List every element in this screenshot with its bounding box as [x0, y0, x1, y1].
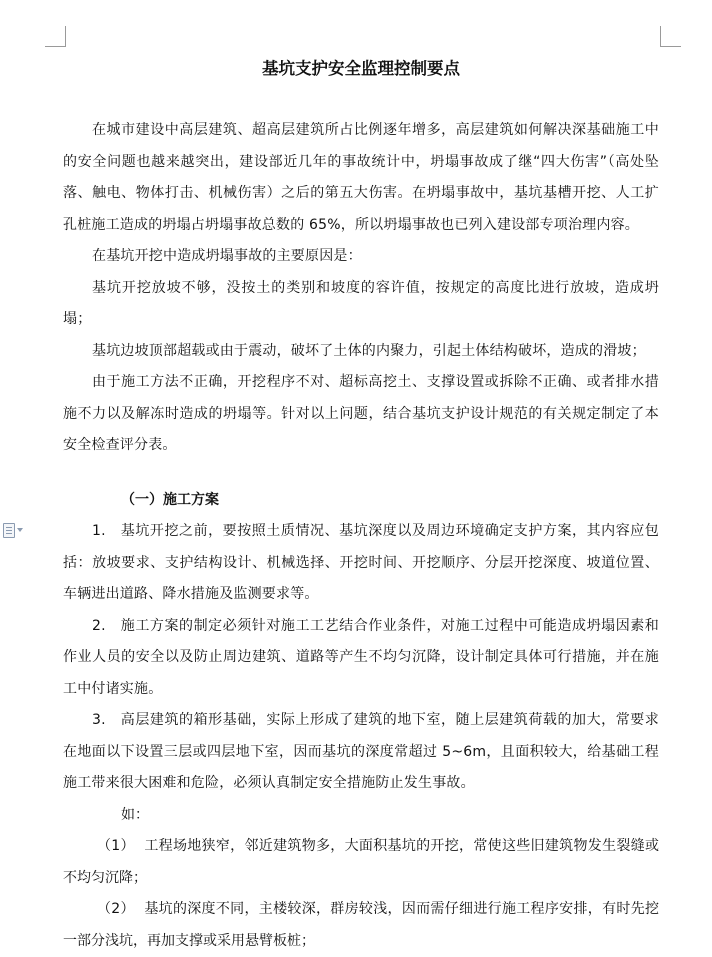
list-item — [63, 611, 659, 706]
paragraph-cause-1: 基坑开挖放坡不够，没按土的类别和坡度的容许值，按规定的高度比进行放坡，造成坍塌； — [63, 279, 659, 327]
paragraph-cause-2: 基坑边坡顶部超载或由于震动，破坏了土体的内聚力，引起土体结构破坏，造成的滑坡； — [92, 342, 646, 359]
document-body — [63, 50, 659, 957]
document-icon — [3, 523, 15, 538]
list-item-number: 2. — [92, 617, 106, 634]
list-item-text: 施工方案的制定必须针对施工工艺结合作业条件，对施工过程中可能造成坍塌因素和作业人员的安全以及防止周边建筑、道路等产生不均匀沉降，设计制定具体可行措施，并在施工中付诸实施。 — [63, 617, 660, 697]
list-item-text: 高层建筑的箱形基础，实际上形成了建筑的地下室，随上层建筑荷载的加大，常要求在地面以下设置三层或四层地下室，因而基坑的深度常超过 5~6m，且面积较大，给基础工程施工带来很大困难和危险，必须认真制定安全措施防止发生事故。 — [63, 712, 660, 791]
section-heading: （一）施工方案 — [121, 491, 219, 508]
list-item-number: 3. — [92, 712, 106, 728]
page-corner-mark-top-left — [45, 26, 66, 47]
document-options-icon[interactable] — [3, 522, 27, 538]
sub-list-item-text: 工程场地狭窄，邻近建筑物多，大面积基坑的开挖，常使这些旧建筑物发生裂缝或不均匀沉降； — [63, 838, 659, 886]
sub-list-item-number: （1） — [97, 838, 135, 854]
list-item — [63, 516, 659, 611]
list-item-text: 基坑开挖之前，要按照土质情况、基坑深度以及周边环境确定支护方案，其内容应包括：放坡要求、支护结构设计、机械选择、开挖时间、开挖顺序、分层开挖深度、坡道位置、车辆进出道路、降水措施及监测要求等。 — [63, 523, 660, 602]
sub-list-item — [63, 831, 659, 894]
list-item — [63, 705, 659, 800]
sub-list-item-number: （2） — [97, 901, 135, 917]
sub-list-item — [63, 894, 659, 957]
page-title: 基坑支护安全监理控制要点 — [262, 59, 460, 78]
paragraph-cause-3: 由于施工方法不正确，开挖程序不对、超标高挖土、支撑设置或拆除不正确、或者排水措施不力以及解冻时造成的坍塌等。针对以上问题，结合基坑支护设计规范的有关规定制定了本安全检查评分表。 — [63, 374, 659, 453]
chevron-down-icon — [17, 528, 23, 532]
sub-list-item-text: 基坑的深度不同，主楼较深，群房较浅，因而需仔细进行施工程序安排，有时先挖一部分浅坑，再加支撑或采用悬臂板桩； — [63, 901, 659, 949]
paragraph-intro: 在城市建设中高层建筑、超高层建筑所占比例逐年增多，高层建筑如何解决深基础施工中的安全问题也越来越突出，建设部近几年的事故统计中，坍塌事故成了继“四大伤害”（高处坠落、触电、物体打击、机械伤害）之后的第五大伤害。在坍塌事故中，基坑基槽开挖、人工扩孔桩施工造成的坍塌占坍塌事故总数的 65%，所以坍塌事故也已列入建设部专项治理内容。 — [63, 122, 659, 233]
page-corner-mark-top-right — [660, 26, 681, 47]
paragraph-causes-lead: 在基坑开挖中造成坍塌事故的主要原因是： — [92, 248, 362, 264]
list-item-number: 1. — [92, 523, 106, 539]
example-label: 如： — [121, 806, 149, 823]
